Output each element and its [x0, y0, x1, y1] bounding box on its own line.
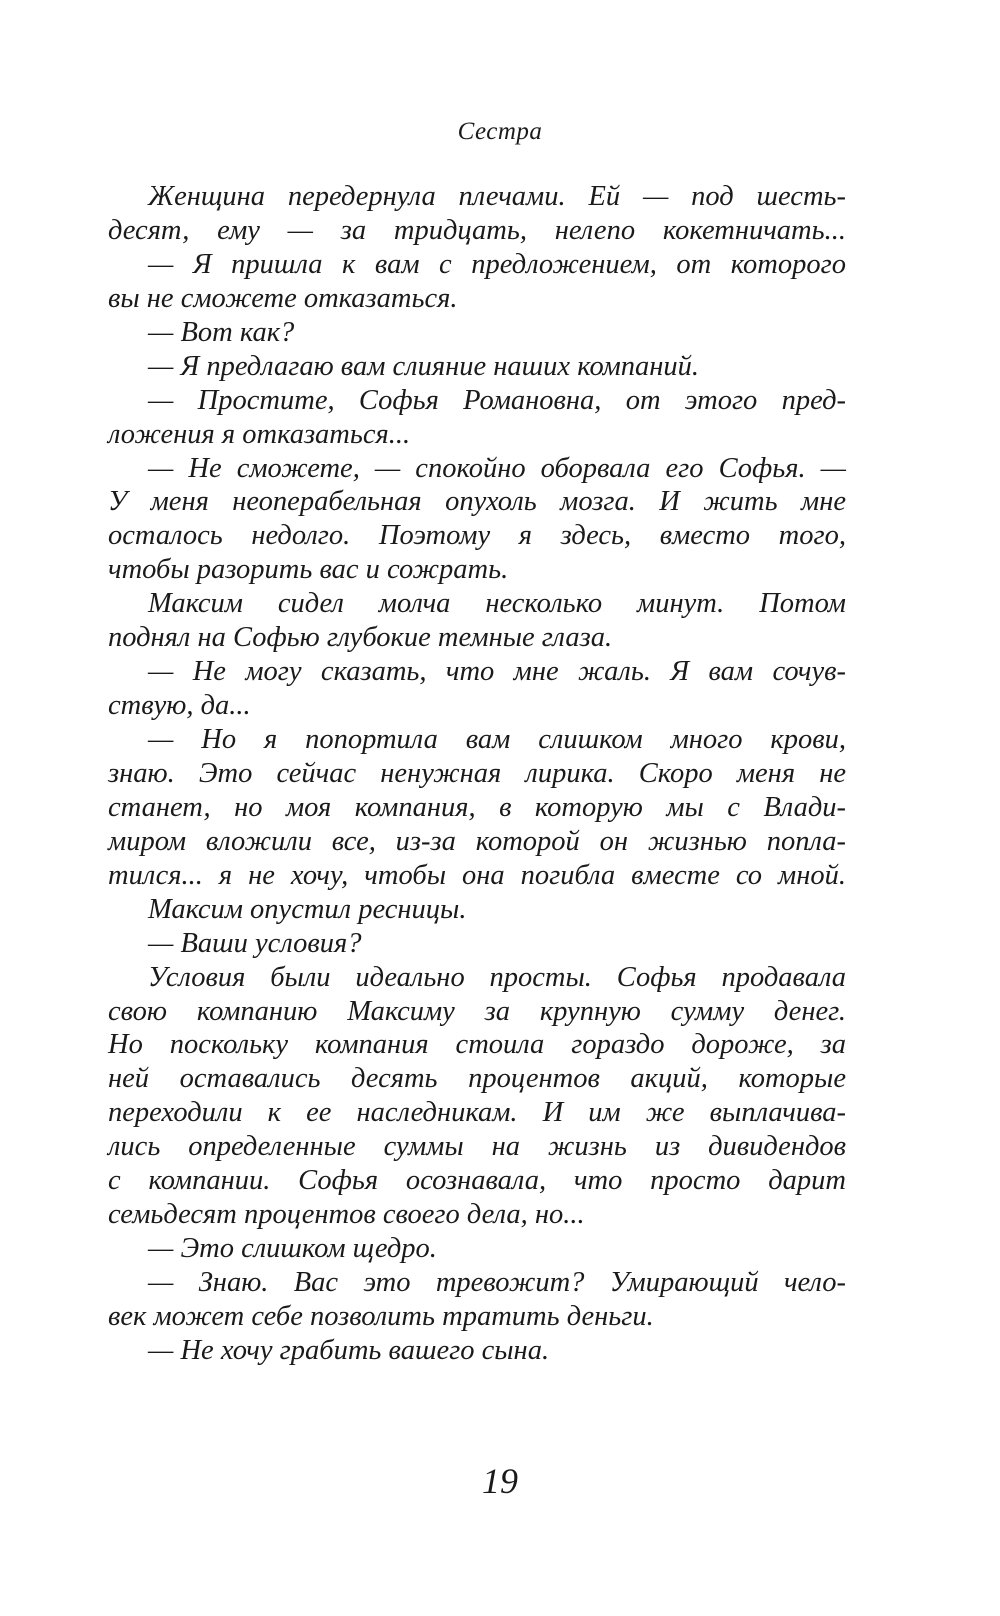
text-line: — Я пришла к вам с предложением, от которого — [148, 248, 846, 280]
text-line: Условия были идеально просты. Софья продавала — [148, 961, 846, 993]
text-line: — Это слишком щедро. — [148, 1233, 437, 1265]
text-line: век может себе позволить тратить деньги. — [108, 1300, 654, 1332]
text-line: — Ваши условия? — [148, 927, 362, 959]
text-line: станет, но моя компания, в которую мы с Влади- — [108, 791, 846, 823]
text-line: осталось недолго. Поэтому я здесь, вместо того, — [108, 520, 846, 552]
text-line: — Не могу сказать, что мне жаль. Я вам сочув- — [148, 656, 846, 688]
text-line: ней оставались десять процентов акций, которые — [108, 1063, 846, 1095]
text-line: — Но я попортила вам слишком много крови, — [148, 724, 846, 755]
text-line: — Не хочу грабить вашего сына. — [148, 1334, 550, 1366]
text-line: лись определенные суммы на жизнь из дивидендов — [108, 1131, 846, 1163]
text-line: — Знаю. Вас это тревожит? Умирающий чело- — [148, 1267, 846, 1298]
text-line: поднял на Софью глубокие темные глаза. — [108, 622, 613, 654]
text-line: Но поскольку компания стоила гораздо дороже, за — [108, 1029, 846, 1061]
text-line: чтобы разорить вас и сожрать. — [108, 554, 509, 586]
text-line: свою компанию Максиму за крупную сумму денег. — [108, 995, 846, 1027]
text-line: десят, ему — за тридцать, нелепо кокетничать... — [108, 214, 846, 246]
text-line: вы не сможете отказаться. — [108, 282, 458, 314]
page-number: 19 — [482, 1461, 518, 1501]
body-text — [108, 180, 846, 1368]
text-line: ложения я отказаться... — [108, 418, 411, 450]
text-line: с компании. Софья осознавала, что просто дарит — [108, 1165, 846, 1197]
text-line: знаю. Это сейчас ненужная лирика. Скоро меня не — [108, 757, 846, 789]
text-line: — Я предлагаю вам слияние наших компаний. — [148, 350, 700, 382]
text-line: семьдесят процентов своего дела, но... — [108, 1199, 585, 1231]
text-line: Максим сидел молча несколько минут. Потом — [148, 588, 846, 620]
text-line: ствую, да... — [108, 690, 251, 722]
text-line: — Простите, Софья Романовна, от этого пред- — [148, 384, 846, 416]
text-line: Женщина передернула плечами. Ей — под шесть- — [148, 181, 846, 212]
text-line: миром вложили все, из-за которой он жизнью попла- — [108, 825, 846, 857]
text-line: тился... я не хочу, чтобы она погибла вместе со мной. — [108, 859, 846, 891]
running-header: Сестра — [457, 118, 543, 145]
text-line: У меня неоперабельная опухоль мозга. И жить мне — [108, 486, 846, 518]
text-line: переходили к ее наследникам. И им же выплачива- — [108, 1097, 846, 1129]
text-line: Максим опустил ресницы. — [148, 893, 467, 925]
text-line: — Вот как? — [148, 316, 295, 348]
text-line: — Не сможете, — спокойно оборвала его Софья. — — [148, 452, 846, 484]
